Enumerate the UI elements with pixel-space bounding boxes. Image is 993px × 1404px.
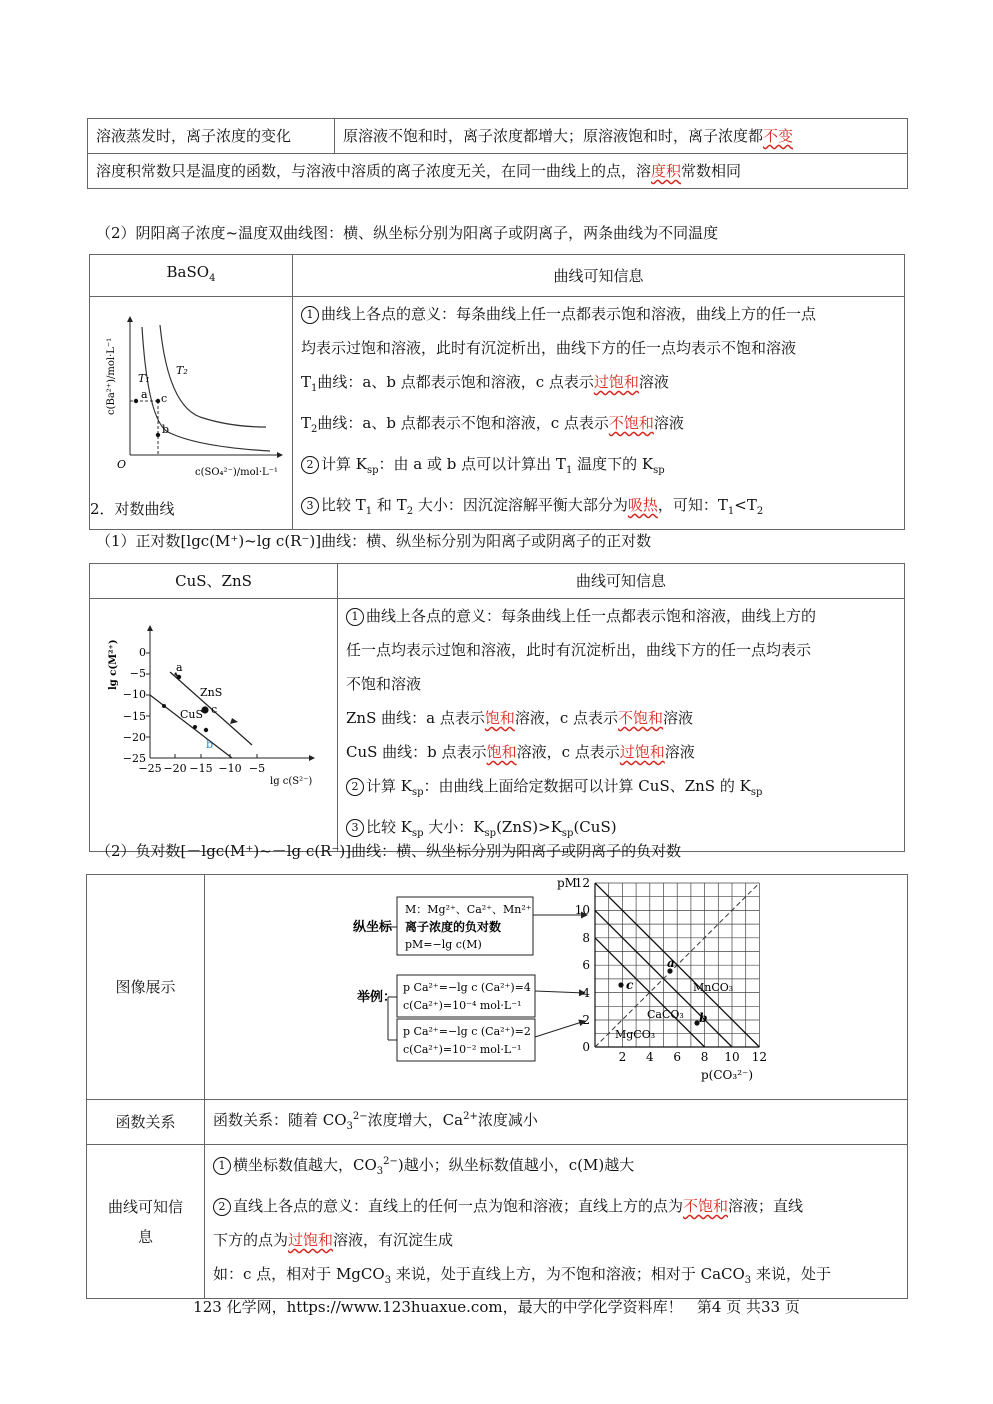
cell-info-label: 曲线可知信 息 [87,1145,205,1299]
cell-cuszns-chart [90,599,338,852]
heading-log-curves: 2．对数曲线 [90,500,175,518]
label-ordinate: 纵坐标 [353,920,393,935]
box3-line1: p Ca²⁺=−lg c (Ca²⁺)=2 [403,1025,531,1038]
t1-label: T₁ [138,372,150,385]
pm-ylabel: pM [557,876,577,890]
cell-image-label: 图像展示 [87,875,205,1100]
table-evaporation [87,118,908,189]
cuszns-xlabel: lg c(S²⁻) [270,776,313,787]
cell-baso4-info-head: 曲线可知信息 [293,255,905,297]
baso4-ylabel: c(Ba²⁺)/mol·L⁻¹ [106,337,117,415]
ytick: 6 [582,958,590,972]
t2-label: T₂ [176,364,188,377]
point-a-label: a [176,661,183,674]
baso4-xlabel: c(SO₄²⁻)/mol·L⁻¹ [195,467,278,478]
footer-site: 123 化学网，https://www.123huaxue.com，最大的中学化学资料库！ [193,1298,683,1316]
box3-line2: c(Ca²⁺)=10⁻² mol·L⁻¹ [403,1043,522,1056]
box2-line1: p Ca²⁺=−lg c (Ca²⁺)=4 [403,981,531,994]
footer-page: 第4 页 共33 页 [696,1298,800,1316]
box1-line3: pM=−lg c(M) [405,938,482,951]
point-c-label: c [626,978,634,992]
cell-function-desc: 函数关系：随着 $CO_3^{2-}$浓度增大，$Ca^{2+}$浓度减小 [205,1100,908,1145]
ytick: 0 [139,646,146,659]
baso4-origin: O [117,458,127,471]
circled-2: 2 [346,778,364,796]
cell-ksp-note: 溶度积常数只是温度的函数，与溶液中溶质的离子浓度无关，在同一曲线上的点，溶度积常数相同 [88,154,908,189]
ytick: 8 [582,931,590,945]
ytick: 12 [574,876,590,890]
page-footer [0,1296,993,1317]
mgco3-label: MgCO₃ [615,1028,656,1041]
box1-line2: 离子浓度的负对数 [405,920,502,934]
xtick: 8 [700,1050,709,1064]
xtick: 10 [724,1050,740,1064]
ytick: 10 [574,903,590,917]
heading-negative-log: （2）负对数[－lgc(M⁺)~－lg c(R⁻)]曲线：横、纵坐标分别为阳离子或阴离子的负对数 [96,842,682,860]
ytick: 4 [582,986,590,1000]
cus-label: CuS [180,708,204,721]
ytick: −20 [122,731,146,744]
cell-cuszns-head: CuS、ZnS [90,564,338,599]
cell-baso4-head: BaSO$_4$ [90,255,293,297]
zns-label: ZnS [200,686,223,699]
label-example: 举例： [357,990,397,1005]
circled-1: 1 [301,306,319,324]
table-negative-log [86,874,908,1299]
cell-evap-desc: 原溶液不饱和时，离子浓度都增大；原溶液饱和时，离子浓度都不变 [335,119,908,154]
point-a-label: a [667,956,675,970]
table-baso4 [89,254,905,530]
circled-2: 2 [301,456,319,474]
cus-line [150,695,232,758]
pm-xticks [619,1050,767,1064]
point-c-label: c [161,392,168,405]
point-c-label: c [211,703,218,716]
heading-positive-log: （1）正对数[lgc(M⁺)~lg c(R⁻)]曲线：横、纵坐标分别为阳离子或阴离子的正对数 [96,532,652,550]
cell-baso4-chart [90,297,293,530]
xtick: −25 [138,762,162,775]
ytick: −25 [122,752,146,765]
cuszns-xticks [138,762,265,775]
pm-xlabel: p(CO₃²⁻) [701,1068,754,1082]
point-b-dot [204,728,208,732]
xtick: −20 [163,762,187,775]
circled-3: 3 [301,497,319,515]
cell-image-chart [205,875,908,1100]
cell-info-desc: 1 横坐标数值越大，$CO_3^{2-}$)越小；纵坐标数值越小，c(M)越大 2 直线上各点的意义：直线上的任何一点为饱和溶液；直线上方的点为不饱和溶液；直线 下方的点为过饱和溶液，有沉淀生成 如：c 点，相对于 MgCO$_3$ 来说，处于直线上方，为不饱和溶液；相对于 CaCO$_3$ 来说，处于 [205,1145,908,1299]
point-b-label: b [206,738,214,751]
cell-evap-label: 溶液蒸发时，离子浓度的变化 [88,119,335,154]
xtick: 2 [618,1050,627,1064]
point-c-dot [156,399,160,403]
xtick: −5 [248,762,266,775]
ytick: 0 [582,1040,590,1054]
cuszns-yticks [123,646,146,765]
xtick: −10 [218,762,242,775]
heading-double-curve: （2）阴阳离子浓度~温度双曲线图：横、纵坐标分别为阳离子或阴离子，两条曲线为不同温度 [96,224,719,242]
pm-yticks [575,876,591,1054]
box1-line1: M：Mg²⁺、Ca²⁺、Mn²⁺ [405,903,532,916]
pm-chart [205,875,905,1087]
ytick: −15 [122,710,146,723]
point-c-dot [618,982,623,987]
circled-2: 2 [213,1198,231,1216]
ytick: −10 [122,688,146,701]
circled-3: 3 [346,819,364,837]
xtick: 12 [751,1050,768,1064]
baso4-chart [90,305,292,509]
xtick: 4 [645,1050,654,1064]
table-cus-zns [89,563,905,852]
point-a-label: a [141,388,148,401]
cuszns-chart [90,600,337,838]
box2-line2: c(Ca²⁺)=10⁻⁴ mol·L⁻¹ [403,999,522,1012]
point-b-dot [156,433,160,437]
cell-cuszns-info-head: 曲线可知信息 [338,564,905,599]
cell-function-label: 函数关系 [87,1100,205,1145]
point-a-dot [134,399,138,403]
xtick: 6 [673,1050,682,1064]
ytick: 2 [582,1013,590,1027]
circled-1: 1 [346,608,364,626]
cell-baso4-info: 1 曲线上各点的意义：每条曲线上任一点都表示饱和溶液，曲线上方的任一点 均表示过饱和溶液，此时有沉淀析出，曲线下方的任一点均表示不饱和溶液 $T_1$曲线：a、b 点都表示饱和溶液，c 点表示过饱和溶液 $T_2$曲线：a、b 点都表示不饱和溶液，c 点表示不饱和溶液 2 计算 $K_{sp}$：由 a 或 b 点可以计算出 $T_1$ 温度下的 $K_{sp}$ 3 比较 $T_1$ 和 $T_2$ 大小：因沉淀溶解平衡大部分为吸热，可知：$T_1<T_2$ [293,297,905,530]
mnco3-label: MnCO₃ [693,981,734,994]
cuszns-ylabel: lg c(M²⁺) [108,639,119,690]
point-b-label: b [699,1011,708,1025]
ytick: −5 [129,667,146,680]
xtick: −15 [189,762,213,775]
circled-1: 1 [213,1157,231,1175]
cell-cuszns-info: 1 曲线上各点的意义：每条曲线上任一点都表示饱和溶液，曲线上方的 任一点均表示过饱和溶液，此时有沉淀析出，曲线下方的任一点均表示 不饱和溶液 ZnS 曲线：a 点表示饱和溶液，c 点表示不饱和溶液 CuS 曲线：b 点表示饱和溶液，c 点表示过饱和溶液 2 计算 $K_{sp}$：由曲线上面给定数据可以计算 CuS、ZnS 的 $K_{sp}$ 3 比较 $K_{sp}$ 大小：$K_{sp}(ZnS)>K_{sp}(CuS)$ [338,599,905,852]
point-a-dot [177,675,181,679]
caco3-label: CaCO₃ [647,1008,684,1021]
point-b-label: b [162,423,170,436]
